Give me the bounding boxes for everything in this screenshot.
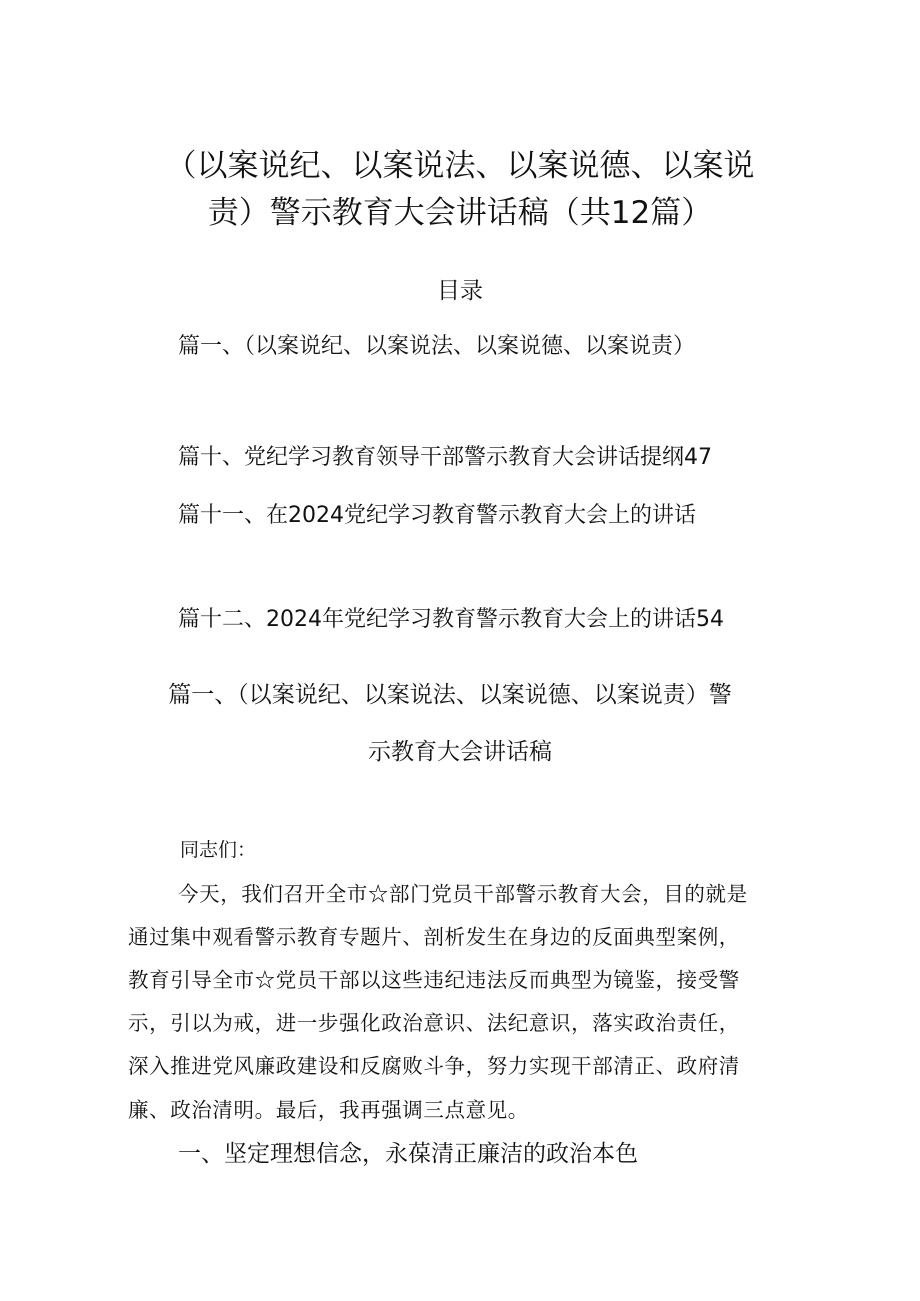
salutation: 同志们： (180, 839, 257, 861)
document-title-line-2: 责）警示教育大会讲话稿（共12篇） (207, 195, 713, 231)
body-paragraph-line: 廉、政治清明。最后，我再强调三点意见。 (128, 1098, 529, 1122)
section-title-line-1: 篇一、（以案说纪、以案说法、以案说德、以案说责）警 (168, 682, 732, 708)
toc-heading: 目录 (437, 278, 483, 304)
document-title-line-1: （以案说纪、以案说法、以案说德、以案说 (165, 148, 755, 184)
body-paragraph-line: 通过集中观看警示教育专题片、剖析发生在身边的反面典型案例， (128, 925, 740, 949)
body-paragraph-line: 深入推进党风廉政建设和反腐败斗争，努力实现干部清正、政府清 (128, 1054, 740, 1078)
body-paragraph-line: 教育引导全市☆党员干部以这些违纪违法反而典型为镜鉴，接受警 (128, 968, 740, 992)
body-paragraph-line: 示，引以为戒，进一步强化政治意识、法纪意识，落实政治责任， (128, 1011, 740, 1035)
toc-item[interactable]: 篇十二、2024年党纪学习教育警示教育大会上的讲话54 (178, 607, 724, 632)
toc-item[interactable]: 篇十一、在2024党纪学习教育警示教育大会上的讲话 (178, 503, 696, 528)
toc-item[interactable]: 篇一、（以案说纪、以案说法、以案说德、以案说责） (178, 334, 696, 359)
body-paragraph-line: 今天，我们召开全市☆部门党员干部警示教育大会，目的就是 (178, 882, 748, 906)
section-title-line-2: 示教育大会讲话稿 (368, 739, 552, 765)
section-heading-1: 一、坚定理想信念，永葆清正廉洁的政治本色 (178, 1141, 638, 1167)
toc-item[interactable]: 篇十、党纪学习教育领导干部警示教育大会讲话提纲47 (178, 445, 712, 470)
